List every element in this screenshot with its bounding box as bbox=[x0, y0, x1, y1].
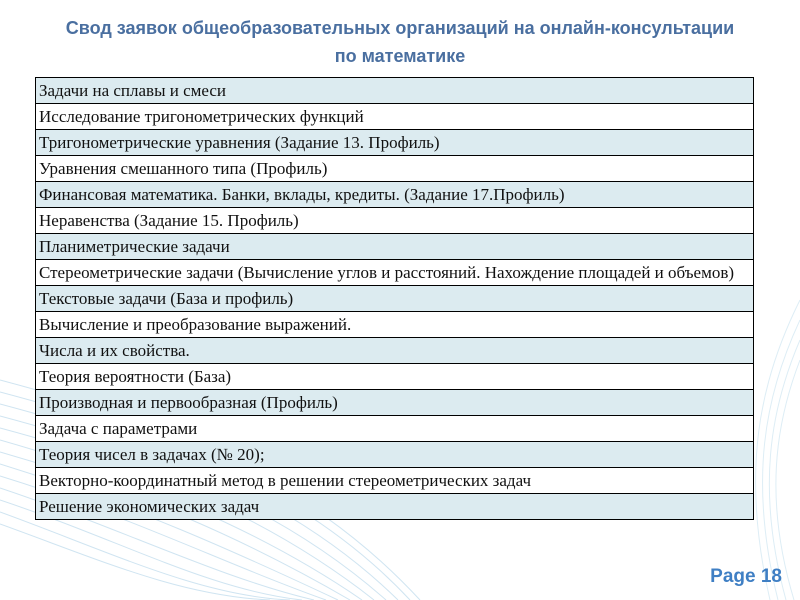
topic-cell: Векторно-координатный метод в решении стереометрических задач bbox=[36, 468, 754, 494]
topic-cell: Числа и их свойства. bbox=[36, 338, 754, 364]
topic-cell: Задача с параметрами bbox=[36, 416, 754, 442]
table-row bbox=[36, 78, 754, 104]
table-row bbox=[36, 390, 754, 416]
table-row bbox=[36, 234, 754, 260]
page-number: Page 18 bbox=[710, 566, 782, 587]
table-row bbox=[36, 182, 754, 208]
table-row bbox=[36, 442, 754, 468]
topic-cell: Решение экономических задач bbox=[36, 494, 754, 520]
table-row bbox=[36, 156, 754, 182]
table-row bbox=[36, 416, 754, 442]
table-row bbox=[36, 312, 754, 338]
topic-cell: Уравнения смешанного типа (Профиль) bbox=[36, 156, 754, 182]
topic-cell: Текстовые задачи (База и профиль) bbox=[36, 286, 754, 312]
topics-table bbox=[35, 77, 754, 520]
topic-cell: Исследование тригонометрических функций bbox=[36, 104, 754, 130]
table-row bbox=[36, 286, 754, 312]
slide-title: Свод заявок общеобразовательных организаций на онлайн-консультации по математике bbox=[65, 18, 735, 66]
table-row bbox=[36, 494, 754, 520]
topic-cell: Теория вероятности (База) bbox=[36, 364, 754, 390]
table-row bbox=[36, 208, 754, 234]
table-row bbox=[36, 364, 754, 390]
topic-cell: Теория чисел в задачах (№ 20); bbox=[36, 442, 754, 468]
table-row bbox=[36, 338, 754, 364]
topic-cell: Планиметрические задачи bbox=[36, 234, 754, 260]
table-row bbox=[36, 260, 754, 286]
table-row bbox=[36, 104, 754, 130]
topic-cell: Вычисление и преобразование выражений. bbox=[36, 312, 754, 338]
table-row bbox=[36, 468, 754, 494]
topic-cell: Стереометрические задачи (Вычисление углов и расстояний. Нахождение площадей и объемов) bbox=[36, 260, 754, 286]
topic-cell: Неравенства (Задание 15. Профиль) bbox=[36, 208, 754, 234]
topic-cell: Тригонометрические уравнения (Задание 13. Профиль) bbox=[36, 130, 754, 156]
table-row bbox=[36, 130, 754, 156]
topic-cell: Финансовая математика. Банки, вклады, кредиты. (Задание 17.Профиль) bbox=[36, 182, 754, 208]
topic-cell: Задачи на сплавы и смеси bbox=[36, 78, 754, 104]
topic-cell: Производная и первообразная (Профиль) bbox=[36, 390, 754, 416]
